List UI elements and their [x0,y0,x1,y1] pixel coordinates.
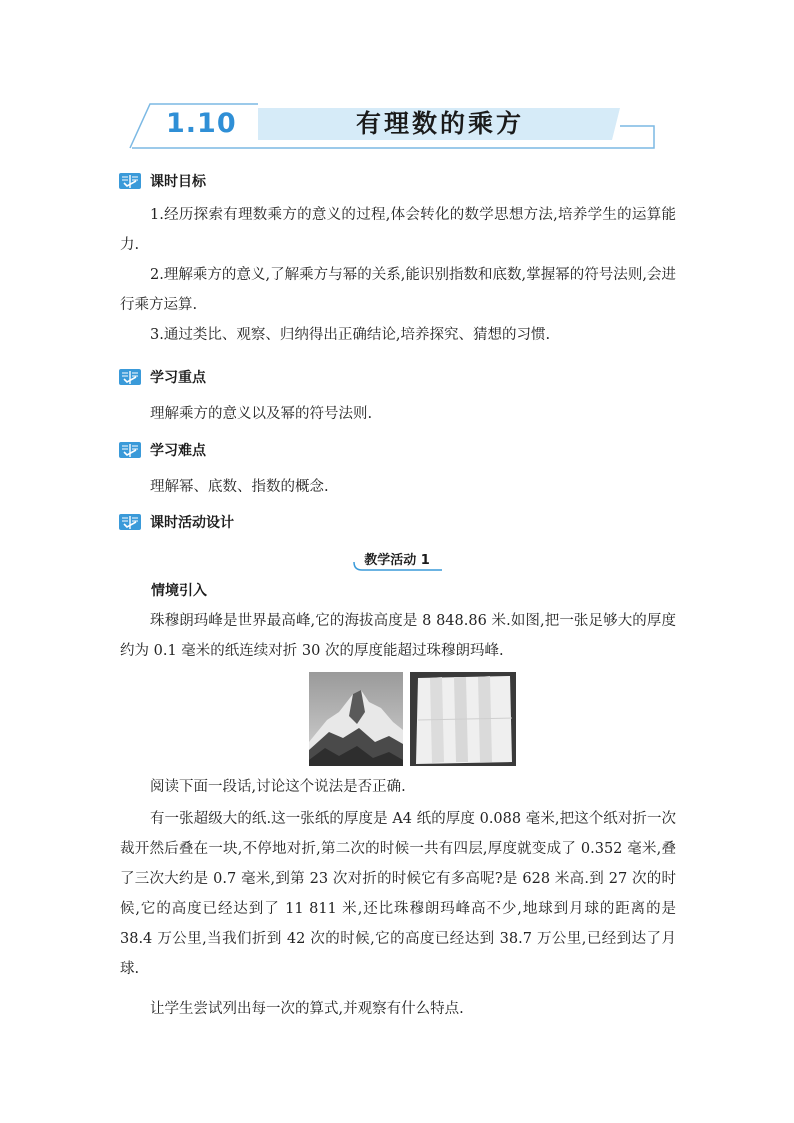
section-label: 学习重点 [150,370,206,386]
book-icon [118,440,142,460]
section-label: 学习难点 [150,443,206,459]
activity-label: 教学活动 1 [364,553,430,568]
book-icon [118,367,142,387]
objective-item-3: 3.通过类比、观察、归纳得出正确结论,培养探究、猜想的习惯. [150,327,551,343]
story-paragraph: 有一张超级大的纸.这一张纸的厚度是 A4 纸的厚度 0.088 毫米,把这个纸对折一次裁开然后叠在一块,不停地对折,第二次的时候一共有四层,厚度就变成了 0.352 毫米,叠了三次大约是 0.7 毫米,到第 23 次对折的时候它有多高呢?是 628 米高.到 27 次的时候,它的高度已经达到了 11 811 米,还比珠穆朗玛峰高不少,地球到月球的距离的是 38.4 万公里,当我们折到 42 次的时候,它的高度已经达到 38.7 万公里,已经到达了月球. [120,811,676,977]
section-label: 课时活动设计 [150,515,234,531]
read-instruction: 阅读下面一段话,讨论这个说法是否正确. [150,779,406,795]
section-number: 1.10 [166,108,237,139]
section-label: 课时目标 [150,174,206,190]
section-head-objectives [118,170,206,192]
activity-underline [352,560,444,572]
mountain-photo [309,672,403,766]
title-banner [0,0,794,170]
section-head-design [118,511,234,533]
intro-paragraph: 珠穆朗玛峰是世界最高峰,它的海拔高度是 8 848.86 米.如图,把一张足够大的厚度约为 0.1 毫米的纸连续对折 30 次的厚度能超过珠穆朗玛峰. [120,613,676,659]
section-head-difficulties [118,439,206,461]
key-points-text: 理解乘方的意义以及幂的符号法则. [150,406,373,422]
book-icon [118,171,142,191]
banner-line-right [620,126,654,148]
folded-paper-photo [410,672,516,766]
task-instruction: 让学生尝试列出每一次的算式,并观察有什么特点. [150,1001,464,1017]
page-title: 有理数的乘方 [355,109,524,138]
objective-item-1: 1.经历探索有理数乘方的意义的过程,体会转化的数学思想方法,培养学生的运算能力. [120,207,676,253]
subhead-situation: 情境引入 [151,583,207,599]
difficulties-text: 理解幂、底数、指数的概念. [150,479,329,495]
section-head-key-points [118,366,206,388]
book-icon [118,512,142,532]
objective-item-2: 2.理解乘方的意义,了解乘方与幂的关系,能识别指数和底数,掌握幂的符号法则,会进行乘方运算. [120,267,676,313]
